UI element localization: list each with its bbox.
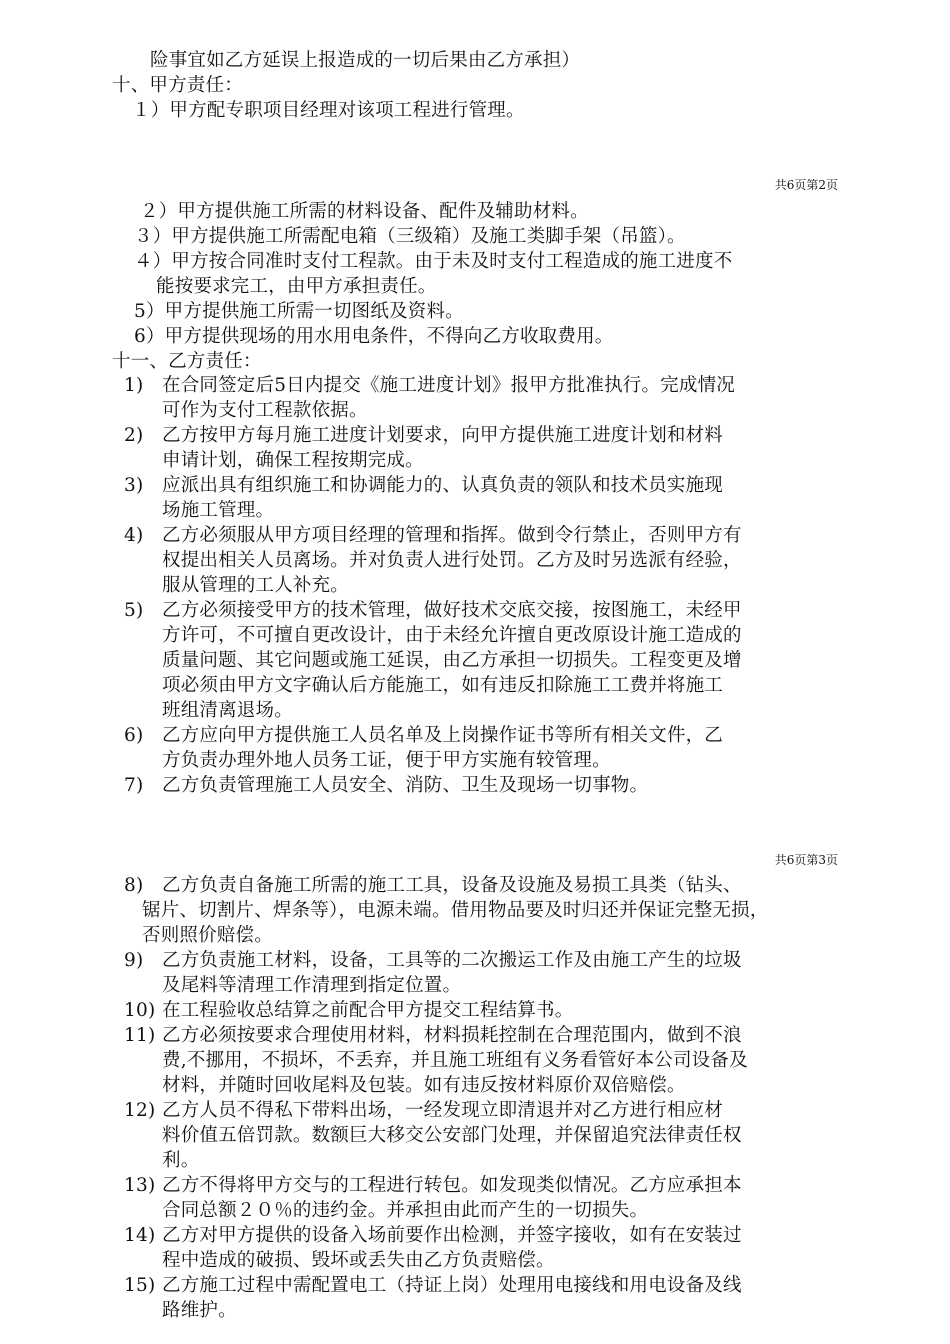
page-number: 共6页第2页	[774, 178, 838, 192]
list-item-number: 14)	[124, 1225, 156, 1246]
continued-text: 险事宜如乙方延误上报造成的一切后果由乙方承担）	[150, 50, 581, 71]
section-10-title: 十、甲方责任：	[112, 75, 243, 96]
list-item-text: 乙方负责管理施工人员安全、消防、卫生及现场一切事物。	[162, 775, 649, 796]
list-item-number: 6)	[124, 725, 144, 746]
list-item-text: 乙方负责自备施工所需的施工工具，设备及设施及易损工具类（钻头、	[162, 875, 742, 896]
list-item-number: 4)	[124, 525, 144, 546]
list-item-text: 班组清离退场。	[162, 700, 293, 721]
section-11-title: 十一、乙方责任：	[112, 351, 262, 372]
list-item-text: 质量问题、其它问题或施工延误，由乙方承担一切损失。工程变更及增	[162, 650, 742, 671]
list-item-text: 乙方施工过程中需配置电工（持证上岗）处理用电接线和用电设备及线	[162, 1275, 742, 1296]
page-number: 共6页第3页	[774, 853, 838, 867]
list-item-text: 在工程验收总结算之前配合甲方提交工程结算书。	[162, 1000, 574, 1021]
list-item-number: 13)	[124, 1175, 156, 1196]
list-item-text: 乙方负责施工材料，设备，工具等的二次搬运工作及由施工产生的垃圾	[162, 950, 742, 971]
section-10-item-4: ４）甲方按合同准时支付工程款。由于未及时支付工程造成的施工进度不	[134, 251, 733, 272]
section-10-item-4-cont: 能按要求完工，由甲方承担责任。	[156, 276, 437, 297]
list-item-text: 合同总额２０％的违约金。并承担由此而产生的一切损失。	[162, 1200, 649, 1221]
list-item-number: 8)	[124, 875, 144, 896]
list-item-text: 方许可，不可擅自更改设计，由于未经允许擅自更改原设计施工造成的	[162, 625, 742, 646]
list-item-text: 在合同签定后5日内提交《施工进度计划》报甲方批准执行。完成情况	[162, 375, 735, 396]
list-item-text: 料价值五倍罚款。数额巨大移交公安部门处理，并保留追究法律责任权	[162, 1125, 742, 1146]
section-10-item-3: ３）甲方提供施工所需配电箱（三级箱）及施工类脚手架（吊篮）。	[134, 226, 686, 247]
list-item-text: 乙方必须接受甲方的技术管理，做好技术交底交接，按图施工，未经甲	[162, 600, 742, 621]
list-item-text: 否则照价赔偿。	[142, 925, 273, 946]
list-item-text: 场施工管理。	[162, 500, 275, 521]
list-item-text: 锯片、切割片、焊条等），电源未端。借用物品要及时归还并保证完整无损，	[142, 900, 769, 921]
section-10-item-1: １）甲方配专职项目经理对该项工程进行管理。	[132, 100, 525, 121]
list-item-number: 5)	[124, 600, 144, 621]
list-item-number: 7)	[124, 775, 144, 796]
section-10-item-6: 6）甲方提供现场的用水用电条件，不得向乙方收取费用。	[134, 326, 614, 347]
list-item-text: 可作为支付工程款依据。	[162, 400, 368, 421]
list-item-text: 程中造成的破损、毁坏或丢失由乙方负责赔偿。	[162, 1250, 555, 1271]
section-10-item-2: ２）甲方提供施工所需的材料设备、配件及辅助材料。	[140, 201, 589, 222]
list-item-text: 乙方对甲方提供的设备入场前要作出检测，并签字接收，如有在安装过	[162, 1225, 742, 1246]
list-item-number: 9)	[124, 950, 144, 971]
section-10-item-5: 5）甲方提供施工所需一切图纸及资料。	[134, 301, 464, 322]
list-item-text: 乙方不得将甲方交与的工程进行转包。如发现类似情况。乙方应承担本	[162, 1175, 742, 1196]
list-item-text: 申请计划，确保工程按期完成。	[162, 450, 424, 471]
list-item-number: 12)	[124, 1100, 156, 1121]
list-item-text: 乙方按甲方每月施工进度计划要求，向甲方提供施工进度计划和材料	[162, 425, 724, 446]
list-item-text: 及尾料等清理工作清理到指定位置。	[162, 975, 462, 996]
list-item-text: 权提出相关人员离场。并对负责人进行处罚。乙方及时另选派有经验，	[162, 550, 742, 571]
list-item-text: 乙方必须服从甲方项目经理的管理和指挥。做到令行禁止，否则甲方有	[162, 525, 742, 546]
list-item-number: 2)	[124, 425, 144, 446]
list-item-number: 15)	[124, 1275, 156, 1296]
list-item-text: 项必须由甲方文字确认后方能施工，如有违反扣除施工工费并将施工	[162, 675, 724, 696]
list-item-text: 乙方人员不得私下带料出场，一经发现立即清退并对乙方进行相应材	[162, 1100, 724, 1121]
list-item-number: 10)	[124, 1000, 156, 1021]
list-item-number: 1)	[124, 375, 144, 396]
list-item-number: 3)	[124, 475, 144, 496]
list-item-text: 乙方应向甲方提供施工人员名单及上岗操作证书等所有相关文件，乙	[162, 725, 724, 746]
list-item-text: 方负责办理外地人员务工证，便于甲方实施有较管理。	[162, 750, 611, 771]
list-item-text: 材料，并随时回收尾料及包装。如有违反按材料原价双倍赔偿。	[162, 1075, 686, 1096]
list-item-text: 应派出具有组织施工和协调能力的、认真负责的领队和技术员实施现	[162, 475, 724, 496]
list-item-text: 服从管理的工人补充。	[162, 575, 350, 596]
list-item-text: 费,不挪用，不损坏，不丢弃，并且施工班组有义务看管好本公司设备及	[162, 1050, 748, 1071]
list-item-text: 利。	[162, 1150, 200, 1171]
list-item-text: 路维护。	[162, 1300, 237, 1321]
list-item-text: 乙方必须按要求合理使用材料，材料损耗控制在合理范围内，做到不浪	[162, 1025, 742, 1046]
list-item-number: 11)	[124, 1025, 156, 1046]
